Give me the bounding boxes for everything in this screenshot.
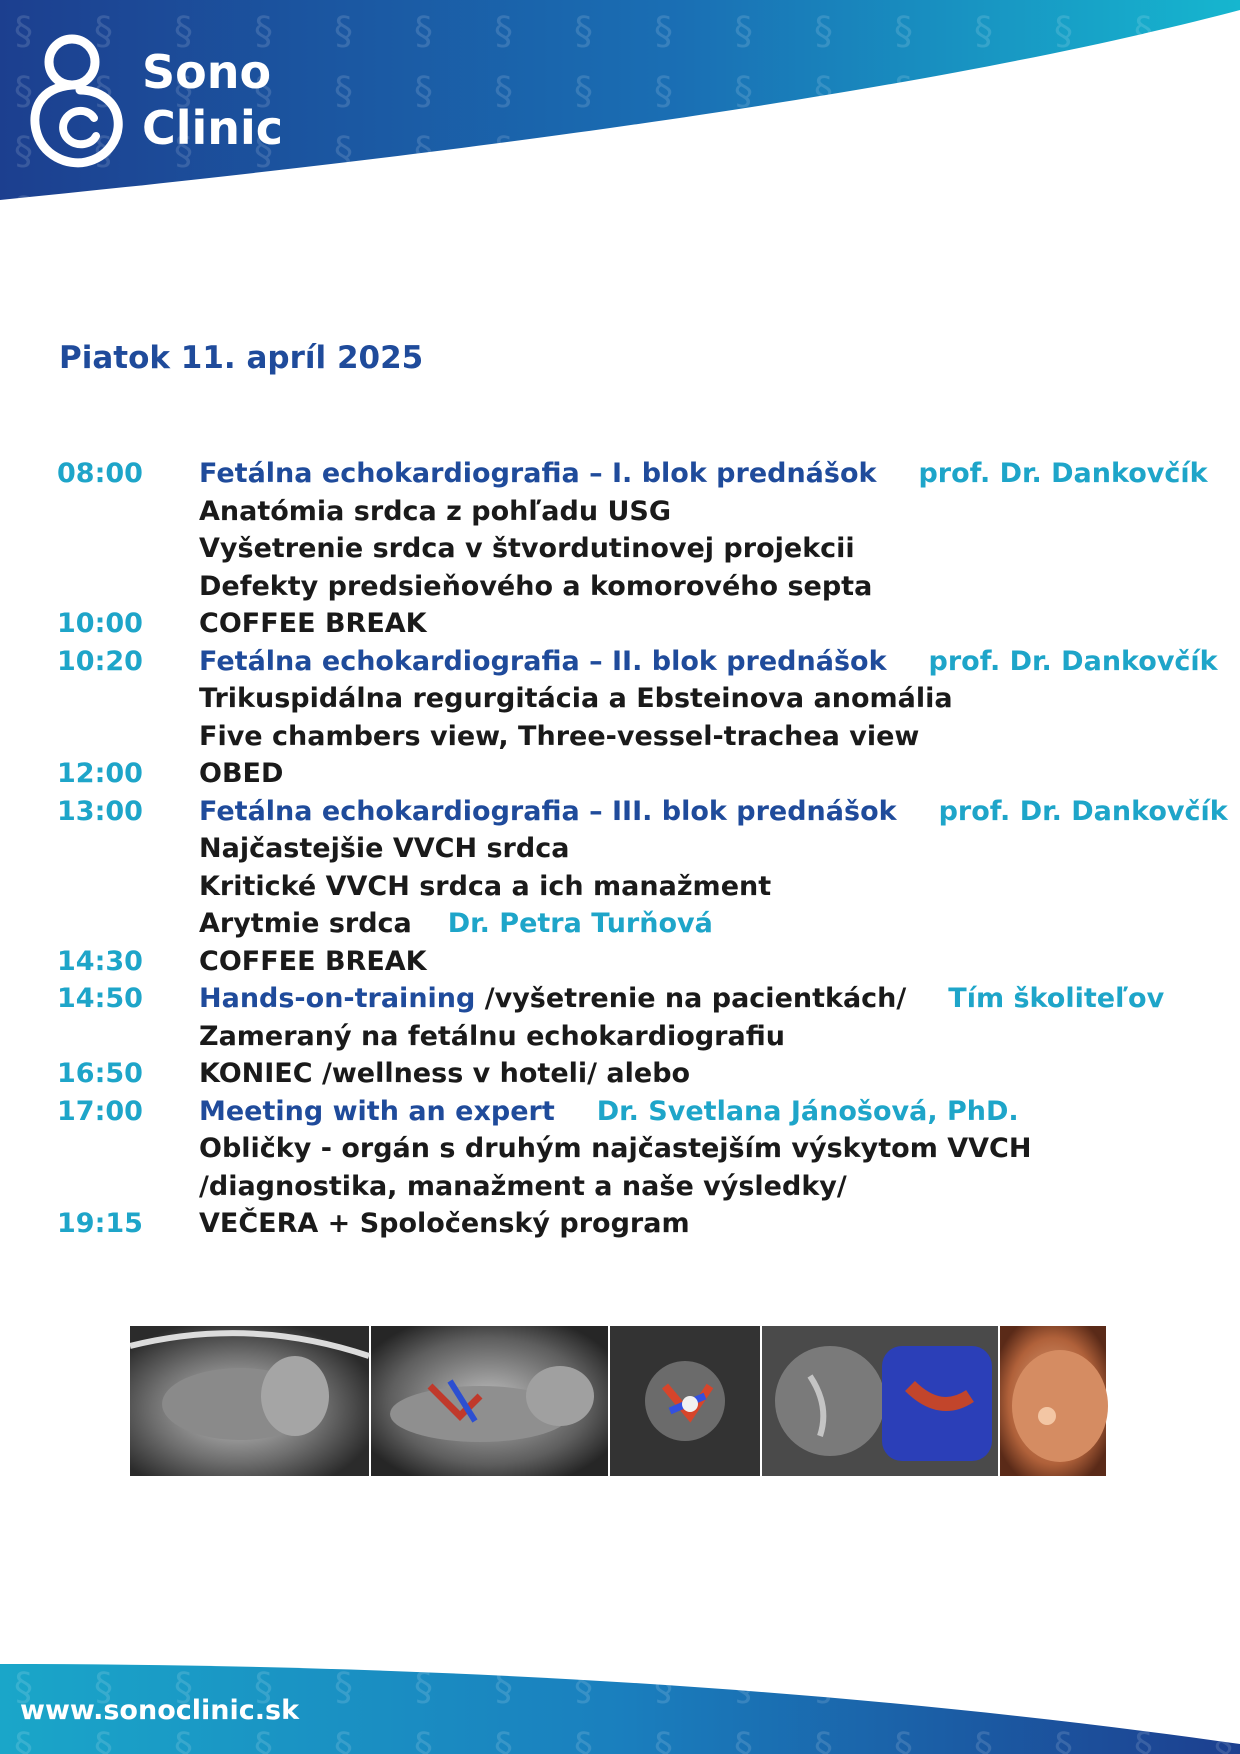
brand-line-1: Sono [142,45,272,99]
schedule-row [0,830,1240,867]
topic-text: Trikuspidálna regurgitácia a Ebsteinova anomália [199,683,953,714]
ultrasound-image-2 [371,1326,608,1476]
speaker-name: prof. Dr. Dankovčík [938,795,1228,827]
session-title: Fetálna echokardiografia – III. blok prednášok [199,795,897,827]
schedule-row [0,1130,1240,1167]
schedule-row [0,455,1240,492]
day-title: Piatok 11. apríl 2025 [59,340,424,376]
row-text [199,980,1164,1017]
row-text: COFFEE BREAK [199,945,427,977]
schedule-row [0,643,1240,680]
ultrasound-image-1 [130,1326,369,1476]
website-link[interactable]: www.sonoclinic.sk [20,1695,300,1726]
schedule-row [0,943,1240,980]
ultrasound-image-3 [610,1326,760,1476]
schedule-row [0,793,1240,830]
speaker-name: Tím školiteľov [948,983,1165,1014]
topic-text: Anatómia srdca z pohľadu USG [199,495,671,527]
topic-text: Najčastejšie VVCH srdca [199,833,570,864]
fetus-3d-image [1000,1326,1108,1476]
session-title: Fetálna echokardiografia – I. blok prednášok [199,458,877,489]
schedule-row [0,905,1240,942]
speaker-name: prof. Dr. Dankovčík [918,458,1208,489]
schedule-row [0,755,1240,792]
row-text [199,455,1208,492]
topic-text: Zameraný na fetálnu echokardiografiu [199,1020,785,1052]
time-label: 13:00 [57,795,143,827]
speaker-name: prof. Dr. Dankovčík [928,645,1218,677]
time-label: 16:50 [57,1058,143,1089]
schedule-row [0,1018,1240,1055]
schedule-row [0,980,1240,1017]
brand-line-2: Clinic [142,101,284,155]
time-label: 17:00 [57,1095,143,1127]
session-title: Meeting with an expert [199,1095,555,1127]
topic-text: Vyšetrenie srdca v štvordutinovej projekcii [199,533,855,564]
schedule-row [0,1205,1240,1242]
topic-text: Arytmie srdca [199,908,412,939]
schedule-row [0,1055,1240,1092]
schedule-row [0,530,1240,567]
topic-text: Kritické VVCH srdca a ich manažment [199,870,772,902]
topic-text: Defekty predsieňového a komorového septa [199,570,873,602]
schedule-row [0,868,1240,905]
topic-text: Five chambers view, Three-vessel-trachea view [199,720,920,752]
brand-name [142,44,283,156]
row-text: VEČERA + Spoločenský program [199,1208,690,1239]
schedule-row [0,680,1240,717]
time-label: 14:50 [57,983,143,1014]
schedule-row [0,568,1240,605]
row-text: KONIEC /wellness v hoteli/ alebo [199,1058,691,1089]
topic-text: /diagnostika, manažment a naše výsledky/ [199,1170,847,1202]
row-text [199,1093,1019,1130]
row-text [199,643,1218,680]
schedule-row [0,605,1240,642]
row-text: COFFEE BREAK [199,608,427,639]
speaker-name: Dr. Svetlana Jánošová, PhD. [596,1095,1019,1127]
schedule-row [0,493,1240,530]
session-title: Hands-on-training [199,983,476,1014]
time-label: 08:00 [57,458,143,489]
speaker-name: Dr. Petra Turňová [447,908,713,939]
time-label: 10:20 [57,645,143,677]
row-text [199,905,713,942]
row-text [199,793,1228,830]
time-label: 14:30 [57,945,143,977]
time-label: 10:00 [57,608,143,639]
time-label: 19:15 [57,1208,143,1239]
schedule-row [0,718,1240,755]
session-note: /vyšetrenie na pacientkách/ [484,983,907,1014]
row-text: OBED [199,758,284,789]
schedule-row [0,1093,1240,1130]
ultrasound-image-4 [762,1326,998,1476]
sonoclinic-logo-icon [28,32,124,170]
session-title: Fetálna echokardiografia – II. blok prednášok [199,645,887,677]
schedule-row [0,1168,1240,1205]
time-label: 12:00 [57,758,143,789]
ultrasound-image-strip [130,1326,1108,1476]
topic-text: Obličky - orgán s druhým najčastejším výskytom VVCH [199,1133,1032,1164]
